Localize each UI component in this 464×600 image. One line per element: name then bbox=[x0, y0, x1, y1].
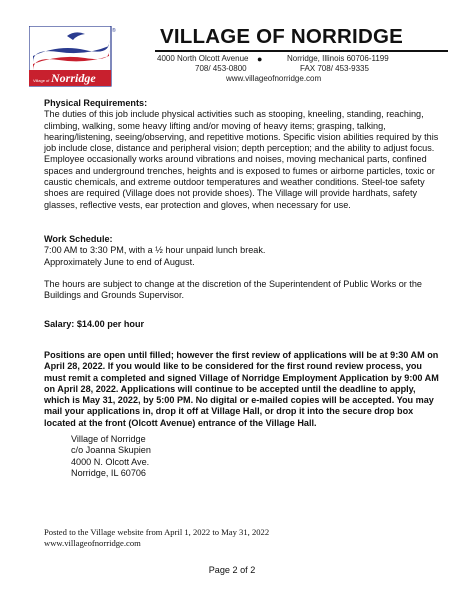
svg-text:Norridge: Norridge bbox=[51, 71, 96, 85]
address-line-2: c/o Joanna Skupien bbox=[71, 445, 151, 456]
mailing-address bbox=[71, 434, 151, 479]
page-title: VILLAGE OF NORRIDGE bbox=[160, 25, 403, 48]
footer-website: www.villageofnorridge.com bbox=[44, 538, 141, 548]
schedule-heading: Work Schedule: bbox=[44, 234, 113, 244]
phone-number: 708/ 453-0800 bbox=[195, 64, 247, 73]
page-number: Page 2 of 2 bbox=[208, 565, 256, 575]
address-bullet-icon: ● bbox=[257, 54, 263, 64]
trademark-symbol: ® bbox=[112, 28, 116, 34]
physical-heading: Physical Requirements: bbox=[44, 98, 148, 108]
address-line-1: Village of Norridge bbox=[71, 434, 146, 444]
header-website: www.villageofnorridge.com bbox=[226, 74, 322, 83]
address-city: Norridge, Illinois 60706-1199 bbox=[287, 54, 389, 63]
posted-notice: Posted to the Village website from April 1, 2022 to May 31, 2022 bbox=[44, 527, 270, 537]
schedule-season: Approximately June to end of August. bbox=[44, 256, 195, 267]
hours-note: The hours are subject to change at the discretion of the Superintendent of Public Works or the Buildings and Grounds Supervisor. bbox=[44, 279, 422, 301]
schedule-section bbox=[44, 234, 440, 268]
address-street: 4000 North Olcott Avenue bbox=[157, 54, 249, 63]
physical-section bbox=[44, 98, 440, 211]
application-text: Positions are open until filled; however the first review of applications will be at 9:30 AM on April 28, 2022. If you would like to be considered for the first round review process, you must remit a completed and signed Village of Norridge Employment Application by 9:00 AM on April 28, 2022. Applications will continue to be accepted until the deadline to apply, which is May 31, 2022, by 5:00 PM. No digital or e-mailed copies will be accepted. You may mail your applications in, drop it off at Village Hall, or drop it into the secure drop box located at the front (Olcott Avenue) entrance of the Village Hall. bbox=[44, 350, 439, 428]
schedule-hours: 7:00 AM to 3:30 PM, with a ½ hour unpaid lunch break. bbox=[44, 245, 266, 256]
village-logo bbox=[29, 26, 117, 88]
address-line-3: 4000 N. Olcott Ave. bbox=[71, 456, 150, 467]
address-line-4: Norridge, IL 60706 bbox=[71, 467, 146, 478]
svg-text:Village of: Village of bbox=[33, 78, 50, 83]
salary-text: Salary: $14.00 per hour bbox=[44, 319, 145, 329]
fax-number: FAX 708/ 453-9335 bbox=[300, 64, 369, 73]
physical-text: The duties of this job include physical activities such as stooping, kneeling, standing, reaching, climbing, walking, some heavy lifting and/or moving of heavy items; grasping, talking, hearing/listening, seeing/observing, and repetitive motions. Specific vision abilities required by this job include close, distance and peripheral vision; depth perception; and the ability to adjust focus. Employee occasionally works around vibrations and noises, moving mechanical parts, confined spaces and underground trenches, heights and is exposed to fumes or airborne particles, toxic or caustic chemicals, and extreme outdoor temperatures and weather conditions. Steel-toe safety shoes are required (Village does not provide shoes). The Village will provide hardhats, safety glasses, reflective vests, ear protection and gloves, when necessary for use. bbox=[44, 109, 439, 210]
header-divider bbox=[155, 50, 448, 52]
